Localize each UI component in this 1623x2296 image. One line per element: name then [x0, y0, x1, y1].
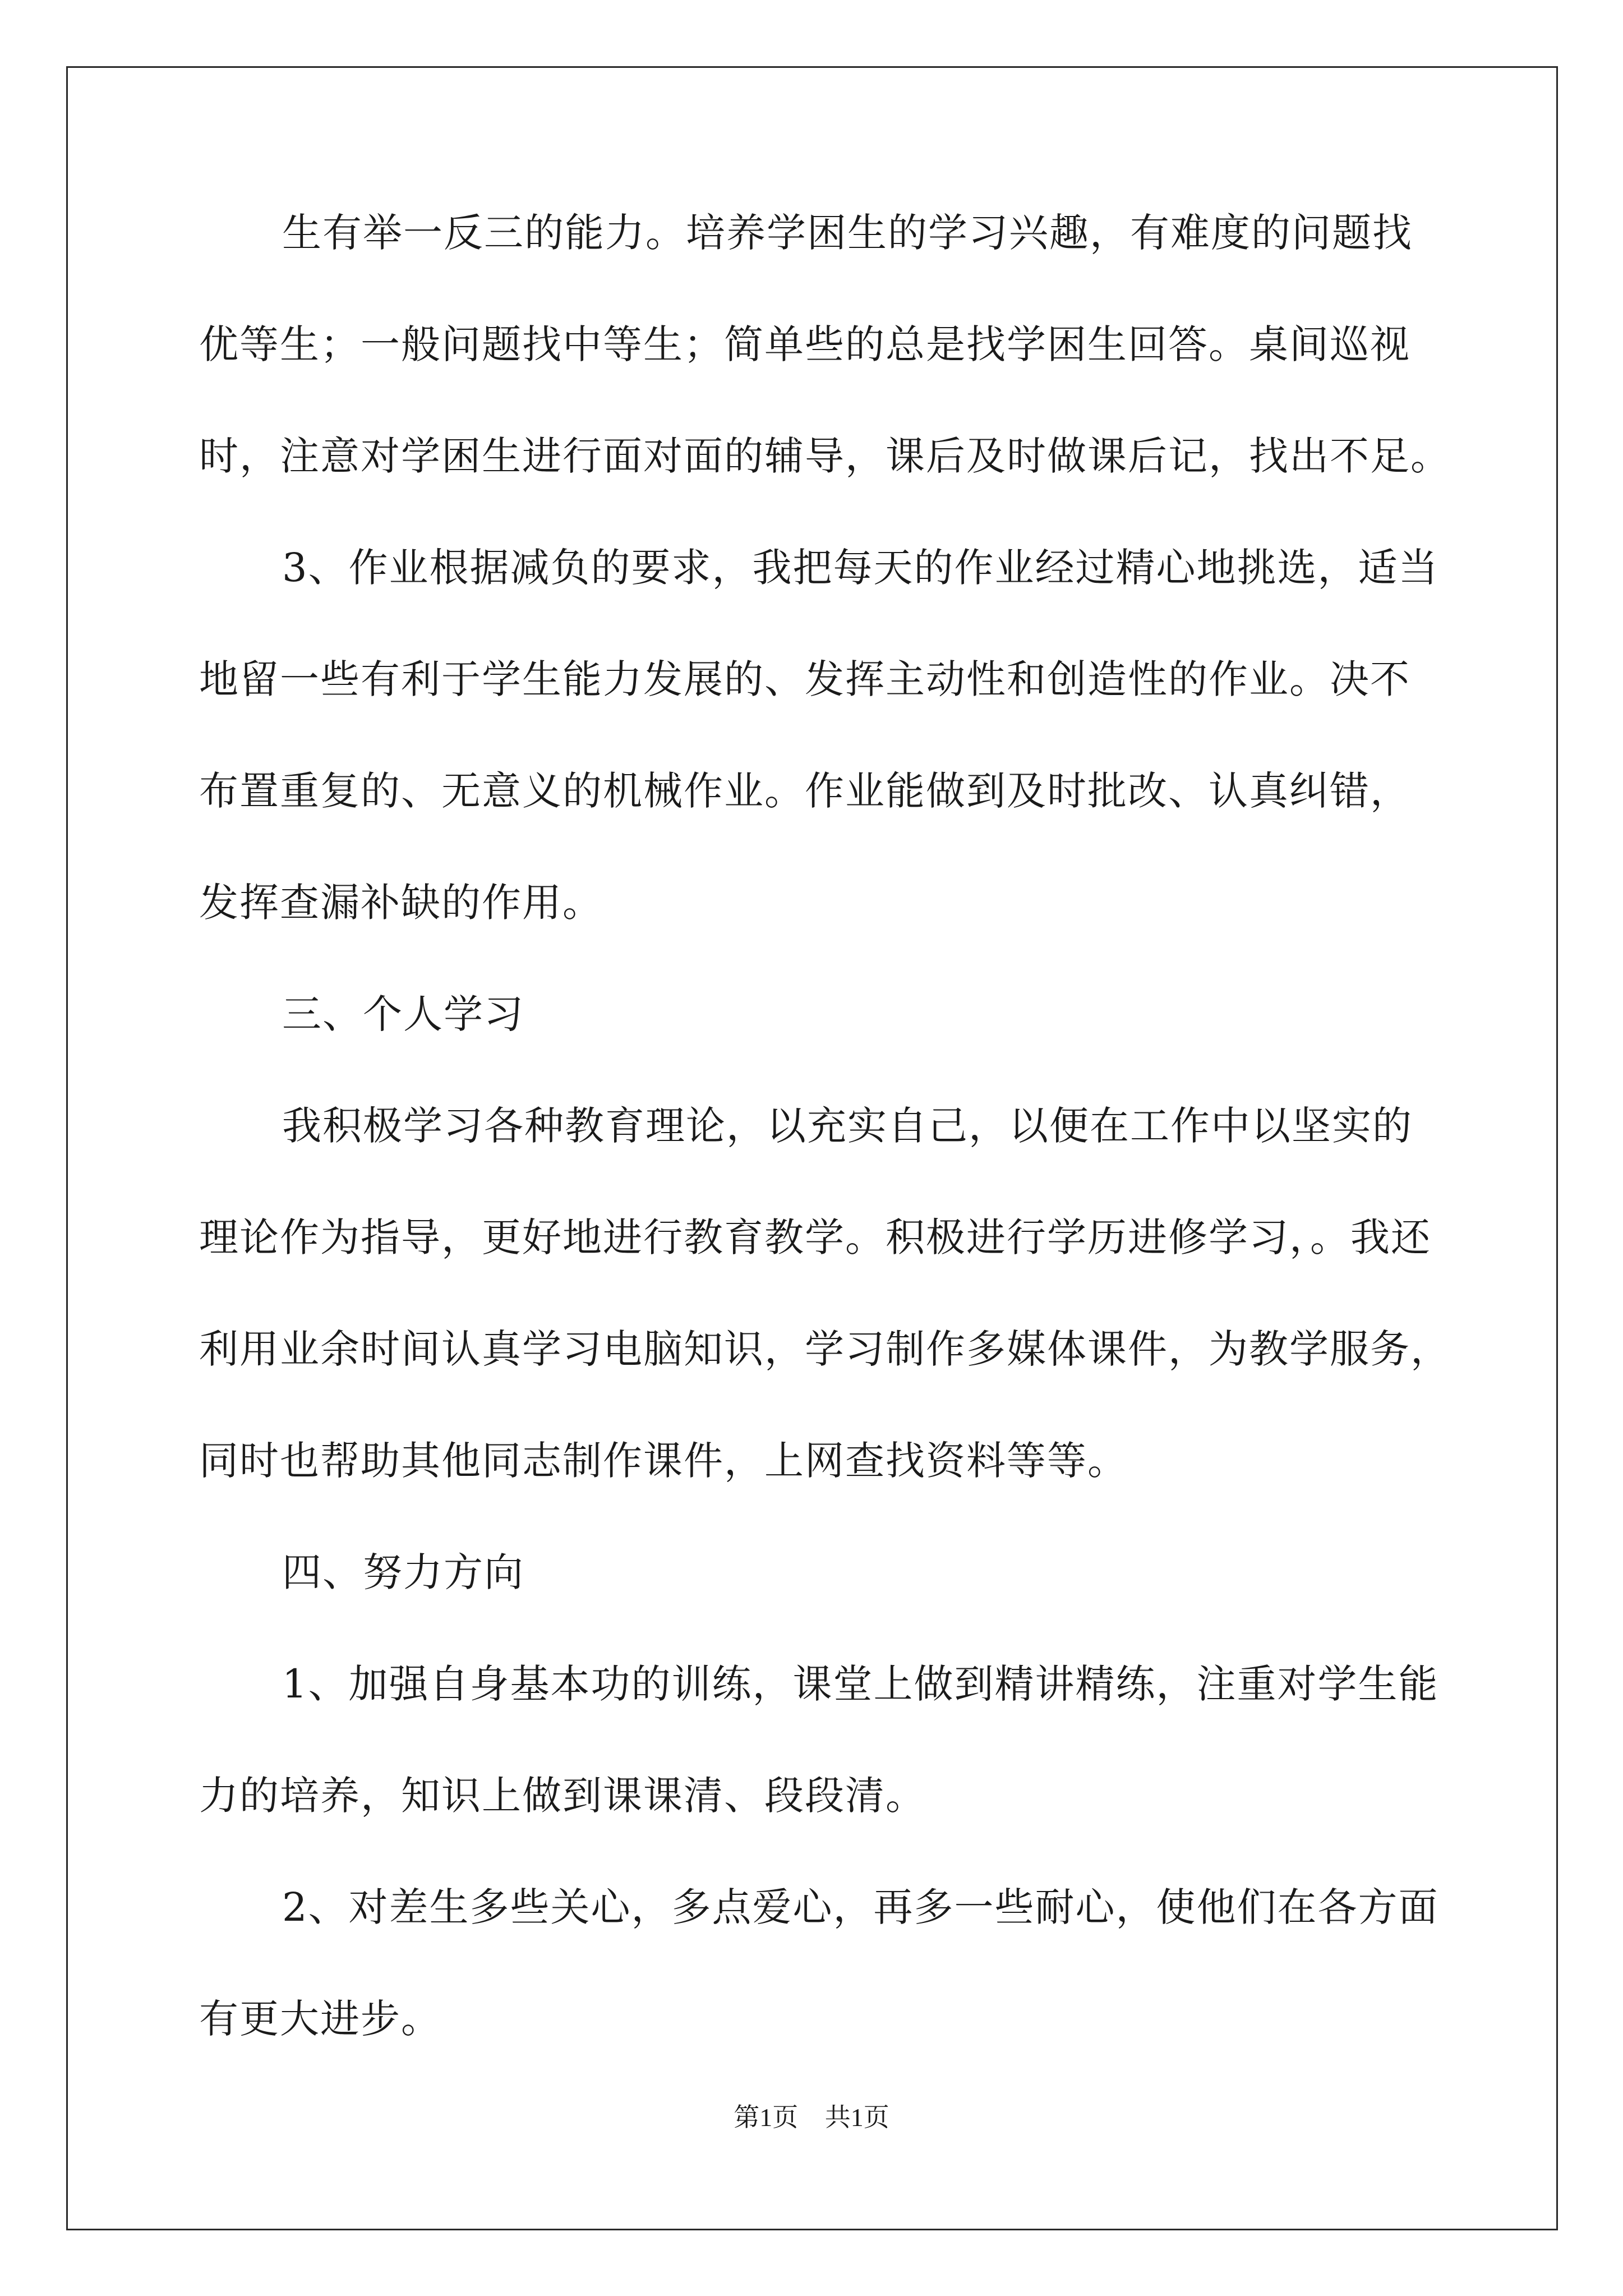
text-line: 力的培养，知识上做到课课清、段段清。 — [199, 1773, 926, 1819]
text-line: 同时也帮助其他同志制作课件，上网查找资料等等。 — [199, 1438, 1128, 1484]
text-line: 理论作为指导，更好地进行教育教学。积极进行学历进修学习，。我还 — [199, 1214, 1431, 1260]
section-heading: 四、努力方向 — [282, 1549, 524, 1595]
text-line: 生有举一反三的能力。培养学困生的学习兴趣，有难度的问题找 — [282, 210, 1413, 256]
text-line: 优等生；一般问题找中等生；简单些的总是找学困生回答。桌间巡视 — [199, 321, 1410, 367]
text-line: 地留一些有利于学生能力发展的、发挥主动性和创造性的作业。决不 — [199, 656, 1410, 702]
text-line: 3、作业根据减负的要求，我把每天的作业经过精心地挑选，适当 — [282, 545, 1439, 591]
section-heading: 三、个人学习 — [282, 991, 524, 1037]
text-line: 时，注意对学困生进行面对面的辅导，课后及时做课后记，找出不足。 — [199, 433, 1451, 479]
text-line: 我积极学习各种教育理论，以充实自己，以便在工作中以坚实的 — [282, 1103, 1413, 1149]
text-line: 布置重复的、无意义的机械作业。作业能做到及时批改、认真纠错， — [199, 768, 1410, 814]
page-total: 共1页 — [824, 2103, 889, 2132]
page-number: 第1页 — [734, 2103, 799, 2132]
text-line: 利用业余时间认真学习电脑知识，学习制作多媒体课件，为教学服务， — [199, 1326, 1451, 1372]
text-line: 1、加强自身基本功的训练，课堂上做到精讲精练，注重对学生能 — [282, 1661, 1439, 1707]
page-footer — [0, 2101, 1623, 2134]
text-line: 发挥查漏补缺的作用。 — [199, 880, 603, 926]
text-line: 有更大进步。 — [199, 1996, 441, 2042]
text-line: 2、对差生多些关心，多点爱心，再多一些耐心，使他们在各方面 — [282, 1884, 1439, 1930]
